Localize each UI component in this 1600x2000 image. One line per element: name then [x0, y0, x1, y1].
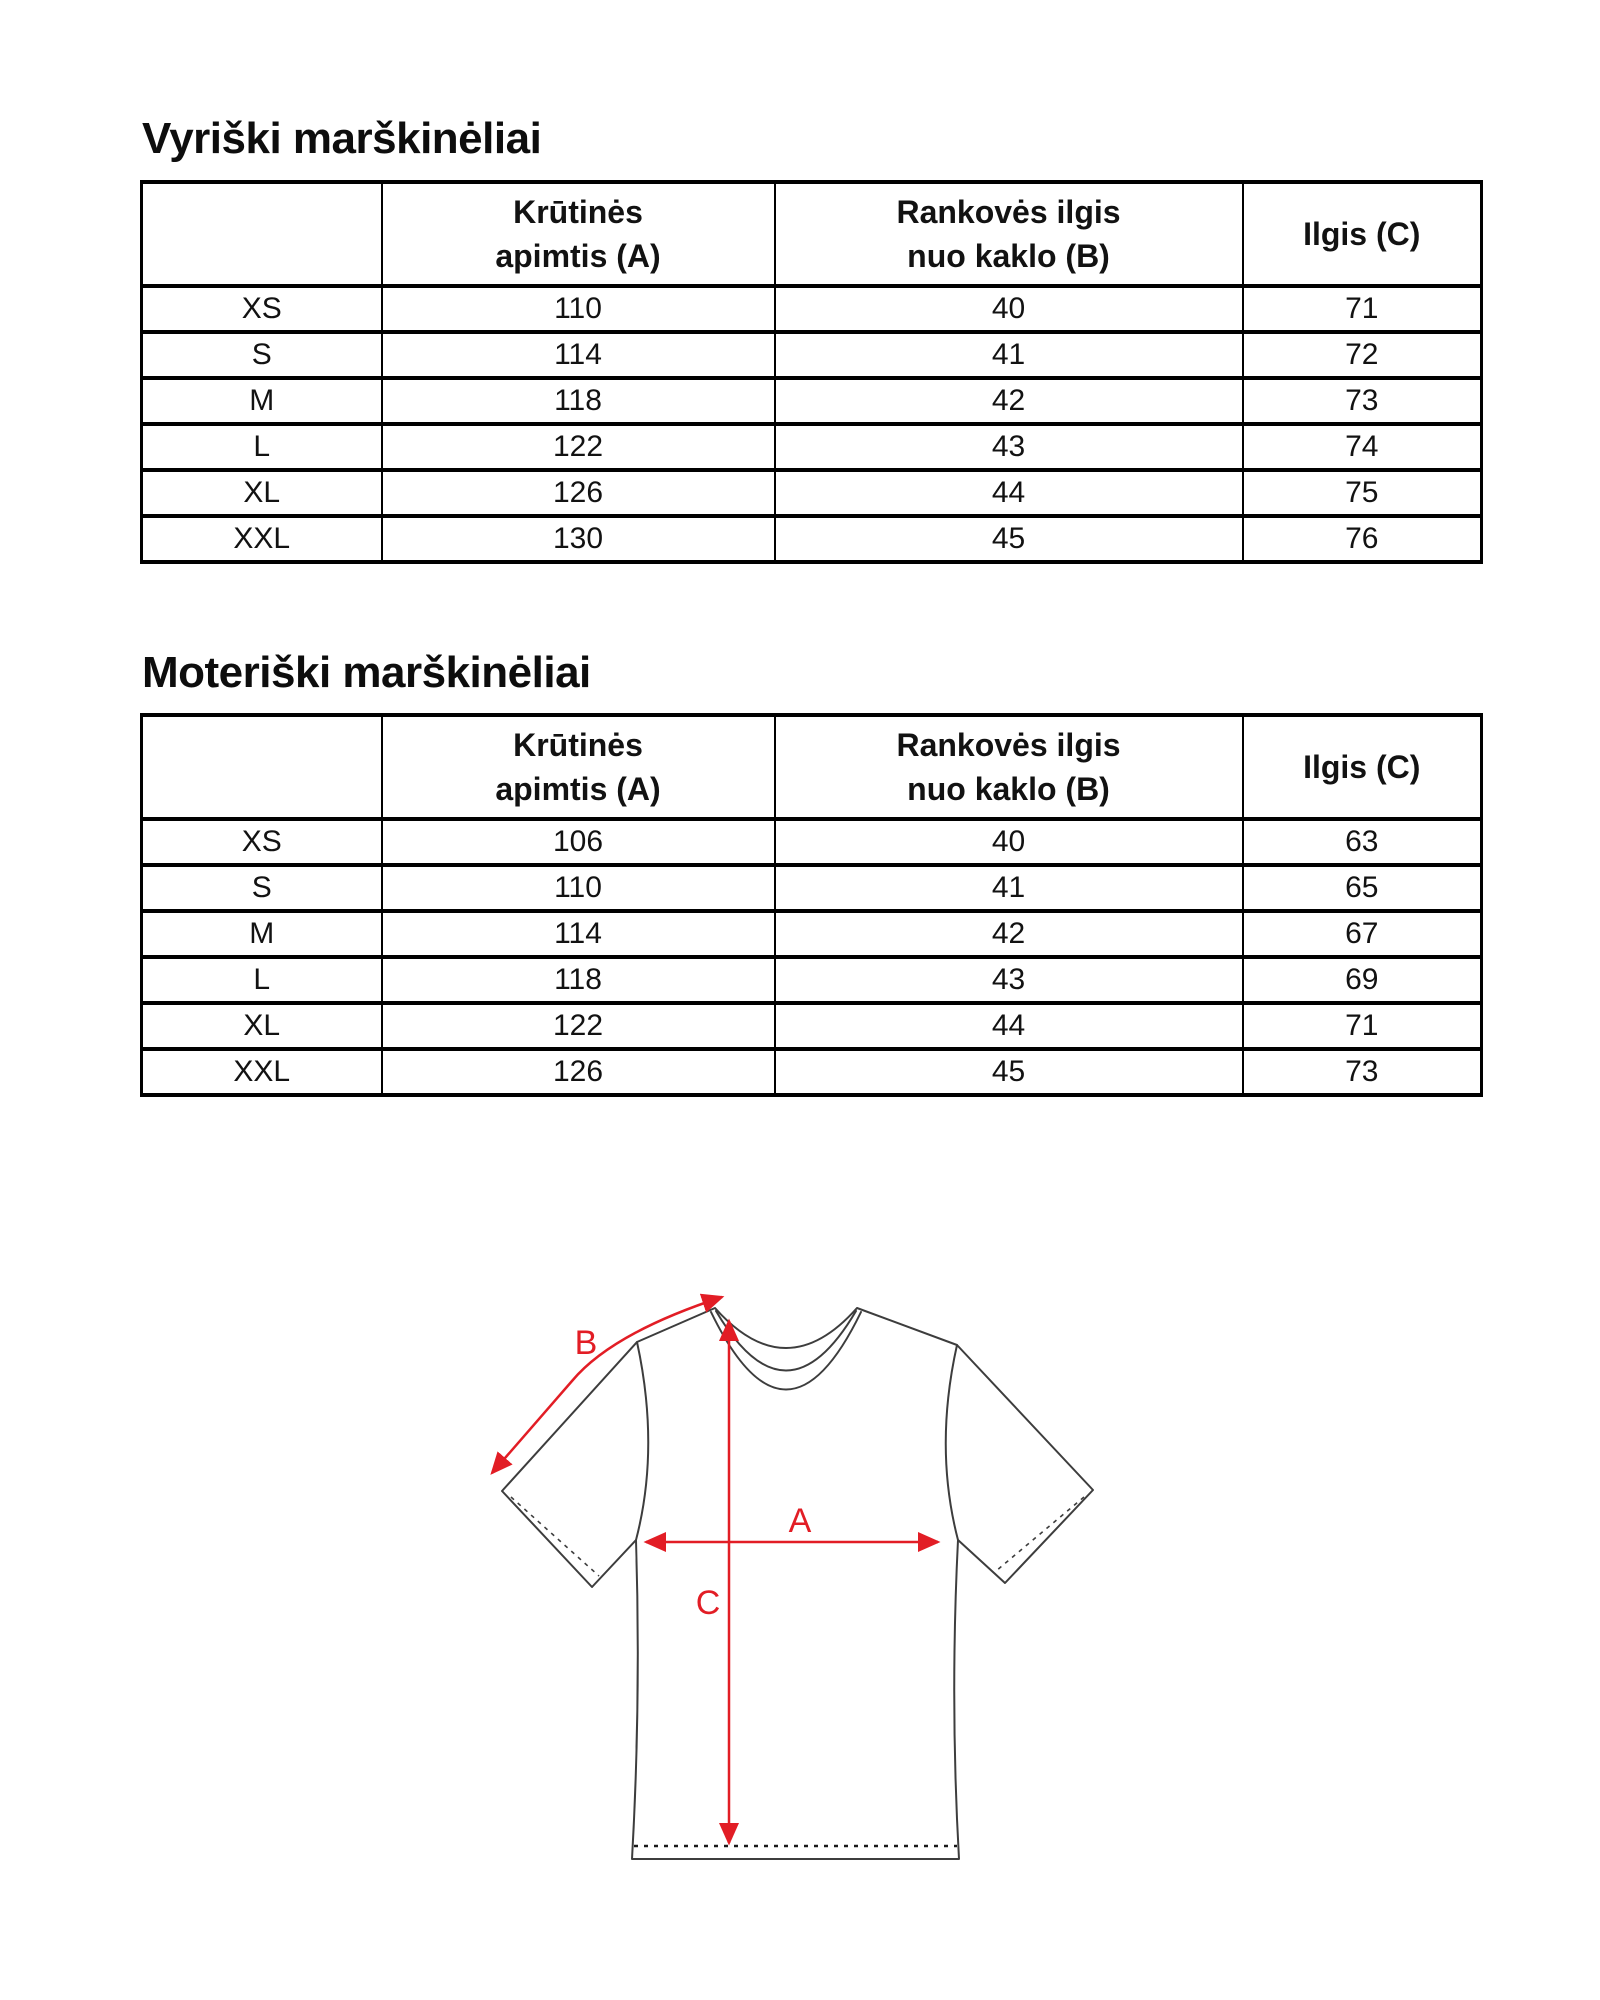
header-cell-chest: Krūtinės apimtis (A) [382, 182, 775, 286]
cell-size: S [142, 865, 382, 911]
men-table-title: Vyriški marškinėliai [142, 114, 542, 163]
collar-outer-curve [711, 1312, 861, 1390]
cell-size: S [142, 332, 382, 378]
cell-chest: 114 [382, 332, 775, 378]
cell-size: XL [142, 470, 382, 516]
cell-size: M [142, 378, 382, 424]
cell-chest: 126 [382, 470, 775, 516]
table-row [142, 819, 1482, 865]
cell-size: XXL [142, 1049, 382, 1095]
cell-length: 73 [1243, 378, 1482, 424]
table-row [142, 1049, 1482, 1095]
table-row [142, 378, 1482, 424]
sleeve-right [957, 1345, 1093, 1583]
cell-sleeve: 43 [775, 424, 1243, 470]
table-row [142, 957, 1482, 1003]
cell-sleeve: 45 [775, 516, 1243, 562]
cell-size: L [142, 957, 382, 1003]
cell-length: 67 [1243, 911, 1482, 957]
cell-sleeve: 45 [775, 1049, 1243, 1095]
cell-length: 74 [1243, 424, 1482, 470]
tshirt-body-outline [632, 1308, 959, 1859]
measure-arrow-b [492, 1297, 722, 1473]
cell-length: 65 [1243, 865, 1482, 911]
cell-size: XS [142, 819, 382, 865]
cell-length: 73 [1243, 1049, 1482, 1095]
cell-size: XXL [142, 516, 382, 562]
table-row [142, 911, 1482, 957]
cell-sleeve: 41 [775, 332, 1243, 378]
cell-chest: 126 [382, 1049, 775, 1095]
cell-chest: 114 [382, 911, 775, 957]
cell-length: 75 [1243, 470, 1482, 516]
header-cell-length: Ilgis (C) [1243, 182, 1482, 286]
cell-sleeve: 40 [775, 819, 1243, 865]
collar-inner-curve [716, 1311, 856, 1371]
table-header-row [142, 182, 1482, 286]
table-row [142, 424, 1482, 470]
header-cell-size [142, 715, 382, 819]
cell-length: 71 [1243, 286, 1482, 332]
men-size-table [140, 180, 1483, 564]
cell-length: 71 [1243, 1003, 1482, 1049]
measure-label-b: B [574, 1324, 598, 1362]
cell-sleeve: 44 [775, 470, 1243, 516]
cell-sleeve: 41 [775, 865, 1243, 911]
cell-chest: 118 [382, 957, 775, 1003]
cell-length: 69 [1243, 957, 1482, 1003]
women-table-title: Moteriški marškinėliai [142, 648, 591, 697]
table-row [142, 516, 1482, 562]
cell-chest: 110 [382, 286, 775, 332]
cell-chest: 110 [382, 865, 775, 911]
table-row [142, 286, 1482, 332]
cell-chest: 106 [382, 819, 775, 865]
measure-label-c: C [695, 1584, 721, 1622]
cell-size: M [142, 911, 382, 957]
tshirt-measurement-diagram [420, 1240, 1180, 1940]
cell-sleeve: 42 [775, 911, 1243, 957]
cell-chest: 122 [382, 424, 775, 470]
cell-size: XL [142, 1003, 382, 1049]
women-size-table [140, 713, 1483, 1097]
table-row [142, 332, 1482, 378]
cuff-stitch-right [996, 1497, 1084, 1571]
cell-sleeve: 43 [775, 957, 1243, 1003]
cell-sleeve: 42 [775, 378, 1243, 424]
header-cell-length: Ilgis (C) [1243, 715, 1482, 819]
table-header-row [142, 715, 1482, 819]
sleeve-left [502, 1342, 637, 1587]
cell-chest: 118 [382, 378, 775, 424]
header-cell-sleeve: Rankovės ilgis nuo kaklo (B) [775, 182, 1243, 286]
cell-chest: 130 [382, 516, 775, 562]
table-row [142, 1003, 1482, 1049]
header-cell-size [142, 182, 382, 286]
cell-size: L [142, 424, 382, 470]
cell-sleeve: 44 [775, 1003, 1243, 1049]
cell-length: 72 [1243, 332, 1482, 378]
table-row [142, 470, 1482, 516]
cell-sleeve: 40 [775, 286, 1243, 332]
header-cell-chest: Krūtinės apimtis (A) [382, 715, 775, 819]
measure-label-a: A [788, 1502, 812, 1540]
cell-size: XS [142, 286, 382, 332]
cell-length: 63 [1243, 819, 1482, 865]
table-row [142, 865, 1482, 911]
cell-length: 76 [1243, 516, 1482, 562]
cell-chest: 122 [382, 1003, 775, 1049]
header-cell-sleeve: Rankovės ilgis nuo kaklo (B) [775, 715, 1243, 819]
cuff-stitch-left [511, 1497, 599, 1576]
